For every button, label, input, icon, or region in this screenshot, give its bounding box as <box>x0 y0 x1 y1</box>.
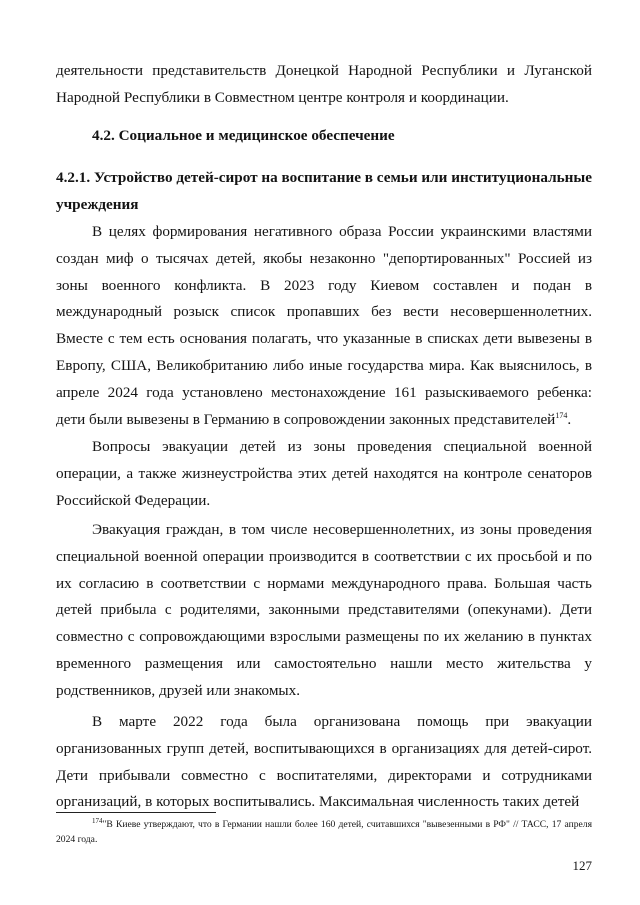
footnote <box>56 817 592 847</box>
page-number: 127 <box>572 858 592 873</box>
footnote-reference: 174 <box>555 410 568 420</box>
paragraph-1-end: . <box>567 410 572 428</box>
section-heading: 4.2. Социальное и медицинское обеспечение <box>92 127 395 144</box>
footnote-text: "В Киеве утверждают, что в Германии нашли более 160 детей, считавшихся "вывезенными в РФ" // ТАСС, 17 апреля 2024 года. <box>56 819 592 845</box>
paragraph-4: В марте 2022 года была организована помощь при эвакуации организованных групп детей, воспитывающихся в организациях для детей-сирот. Дети прибывали совместно с воспитателями, директорами и сотрудниками организаций, в которых воспитывались. Максимальная численность таких детей <box>56 713 592 811</box>
subsection-heading-number: 4.2.1. <box>56 169 91 186</box>
paragraph-2: Вопросы эвакуации детей из зоны проведения специальной военной операции, а также жизнеустройства этих детей находятся на контроле сенаторов Российской Федерации. <box>56 438 592 509</box>
continuation-paragraph: деятельности представительств Донецкой Народной Республики и Луганской Народной Республики в Совместном центре контроля и координации. <box>56 62 592 106</box>
paragraph-3: Эвакуация граждан, в том числе несовершеннолетних, из зоны проведения специальной военной операции производится в соответствии с их просьбой и по их согласию в соответствии с нормами международного права. Большая часть детей прибыла с родителями, законными представителями (опекунами). Дети совместно с сопровождающими взрослыми размещены по их желанию в пунктах временного размещения или самостоятельно нашли место жительства у родственников, друзей или знакомых. <box>56 521 592 699</box>
subsection-heading <box>56 165 592 219</box>
footnote-number: 174 <box>92 816 103 825</box>
footnote-separator <box>56 812 216 813</box>
subsection-heading-text: Устройство детей-сирот на воспитание в семьи или институциональные учреждения <box>56 169 592 213</box>
paragraph-1 <box>56 219 592 433</box>
paragraph-1-text: В целях формирования негативного образа России украинскими властями создан миф о тысячах детей, якобы незаконно "депортированных" Россией из зоны военного конфликта. В 2023 году Киевом составлен и подан в международный розыск список пропавших без вести несовершеннолетних. Вместе с тем есть основания полагать, что указанные в списках дети вывезены в Европу, США, Великобританию либо иные государства мира. Как выяснилось, в апреле 2024 года установлено местонахождение 161 разыскиваемого ребенка: дети были вывезены в Германию в сопровождении законных представителей <box>56 223 592 428</box>
